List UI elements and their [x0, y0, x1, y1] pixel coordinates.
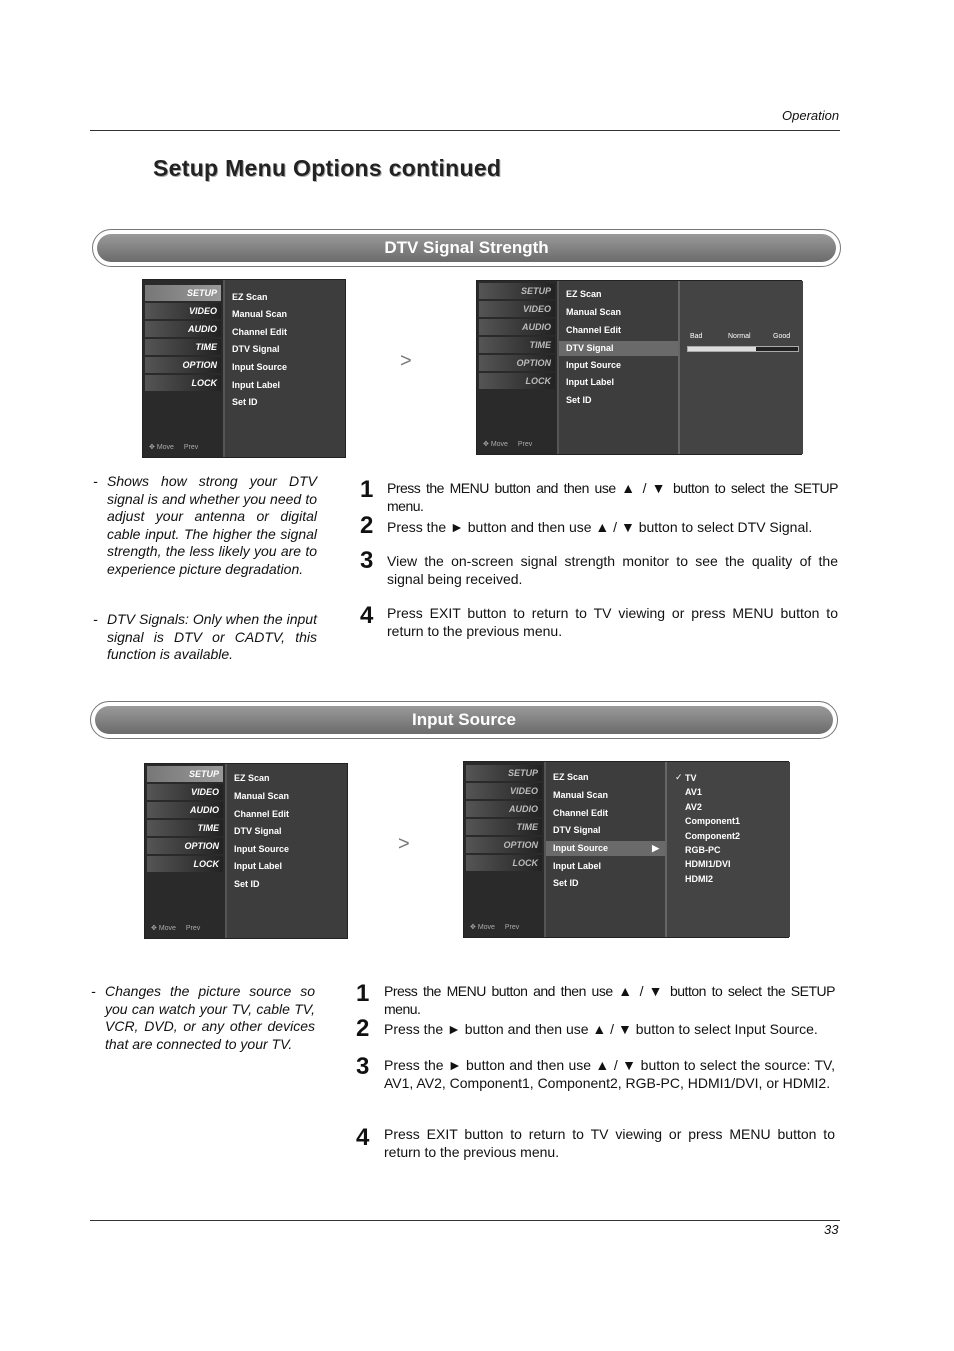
osd-cat-video: VIDEO	[145, 303, 221, 319]
osd-item: Channel Edit	[234, 809, 290, 819]
input-banner-title: Input Source	[95, 706, 833, 734]
osd-item: Manual Scan	[232, 309, 288, 319]
osd-sidebar	[464, 762, 544, 937]
osd-cat-lock: LOCK	[147, 856, 223, 872]
osd-item: DTV Signal	[234, 826, 282, 836]
osd-cat-setup: SETUP	[466, 765, 542, 781]
osd-cat-audio: AUDIO	[147, 802, 223, 818]
osd-cat-time: TIME	[147, 820, 223, 836]
osd-item: Input Label	[232, 380, 280, 390]
osd-item: Input Source	[566, 360, 622, 370]
move-icon: ✥	[149, 444, 157, 451]
signal-label-good: Good	[773, 333, 791, 340]
osd-cat-time: TIME	[145, 339, 221, 355]
move-icon: ✥	[483, 441, 491, 448]
osd-footer: ✥ Move Prev	[149, 444, 199, 451]
source-list	[665, 762, 790, 937]
source-item: Component2	[685, 831, 740, 841]
input-step-num: 3	[356, 1053, 370, 1080]
move-icon: ✥	[470, 924, 478, 931]
dtv-banner-title: DTV Signal Strength	[97, 234, 836, 262]
move-icon: ✥	[151, 925, 159, 932]
osd-menu-dtv-2	[476, 280, 802, 455]
osd-item: DTV Signal	[553, 825, 601, 835]
osd-item: Channel Edit	[553, 808, 609, 818]
osd-menu-input-1	[144, 763, 348, 939]
osd-item: Manual Scan	[566, 307, 622, 317]
input-step-text: Press EXIT button to return to TV viewing or press MENU button to return to the previous menu.	[384, 1126, 835, 1160]
osd-item: Input Source	[234, 844, 290, 854]
page-number: 33	[824, 1222, 839, 1237]
page-title: Setup Menu Options continued	[153, 155, 502, 181]
osd-item: Input Label	[566, 377, 614, 387]
osd-menu-input-2	[463, 761, 789, 938]
header-rule	[90, 130, 840, 131]
input-step-num: 1	[356, 980, 370, 1007]
signal-bar	[687, 346, 799, 352]
osd-footer: ✥ Move Prev	[483, 441, 533, 448]
osd-item: Set ID	[232, 397, 258, 407]
osd-cat-lock: LOCK	[145, 375, 221, 391]
osd-item: EZ Scan	[232, 292, 268, 302]
dtv-step-num: 2	[360, 512, 374, 539]
osd-item: Input Source	[232, 362, 288, 372]
osd-item: DTV Signal	[232, 344, 280, 354]
osd-item: Input Label	[553, 861, 601, 871]
osd-item-selected: Input Source ▶	[546, 841, 665, 856]
osd-item: Manual Scan	[553, 790, 609, 800]
dtv-step-text: Press the MENU button and then use ▲ / ▼ button to select the SETUP menu.	[387, 480, 838, 514]
signal-label-bad: Bad	[690, 333, 703, 340]
dtv-step-text: View the on-screen signal strength monitor to see the quality of the signal being received.	[387, 553, 838, 587]
osd-footer: ✥ Move Prev	[470, 924, 520, 931]
osd-cat-option: OPTION	[479, 355, 555, 371]
footer-rule	[90, 1220, 840, 1221]
source-item: RGB-PC	[685, 845, 721, 855]
input-step-text: Press the ► button and then use ▲ / ▼ button to select Input Source.	[384, 1021, 818, 1037]
osd-cat-time: TIME	[479, 337, 555, 353]
osd-cat-setup: SETUP	[145, 285, 221, 301]
osd-item-selected: DTV Signal	[559, 341, 678, 356]
osd-item: EZ Scan	[553, 772, 589, 782]
osd-item: Set ID	[553, 878, 579, 888]
osd-cat-audio: AUDIO	[479, 319, 555, 335]
input-step-text: Press the ► button and then use ▲ / ▼ button to select the source: TV, AV1, AV2, Component1, Component2, RGB-PC, HDMI1/DVI, or HDMI2.	[384, 1057, 835, 1091]
dtv-banner	[92, 229, 841, 267]
input-step-num: 2	[356, 1015, 370, 1042]
source-item: HDMI1/DVI	[685, 859, 731, 869]
dtv-note-1: - Shows how strong your DTV signal is and whether you need to adjust your antenna or digital cable input. The higher the signal strength, the less likely you are to experience picture degradation.	[93, 473, 317, 577]
osd-item: Set ID	[566, 395, 592, 405]
dtv-step-text: Press the ► button and then use ▲ / ▼ button to select DTV Signal.	[387, 519, 813, 535]
dtv-note-2: - DTV Signals: Only when the input signal is DTV or CADTV, this function is available.	[93, 611, 317, 662]
osd-item: Manual Scan	[234, 791, 290, 801]
osd-cat-audio: AUDIO	[145, 321, 221, 337]
osd-item: Input Label	[234, 861, 282, 871]
osd-cat-audio: AUDIO	[466, 801, 542, 817]
next-arrow-icon: >	[398, 833, 410, 855]
signal-label-normal: Normal	[728, 333, 751, 340]
osd-cat-video: VIDEO	[466, 783, 542, 799]
input-banner	[90, 701, 838, 739]
check-icon: ✓	[675, 772, 683, 782]
source-item: Component1	[685, 816, 740, 826]
osd-cat-video: VIDEO	[479, 301, 555, 317]
source-item: AV1	[685, 787, 702, 797]
osd-cat-option: OPTION	[147, 838, 223, 854]
osd-cat-lock: LOCK	[479, 373, 555, 389]
signal-panel	[678, 281, 803, 454]
source-item: HDMI2	[685, 874, 714, 884]
osd-menu-dtv-1	[142, 279, 346, 458]
osd-sidebar	[477, 281, 557, 454]
osd-cat-lock: LOCK	[466, 855, 542, 871]
osd-sidebar	[143, 280, 223, 457]
osd-item: EZ Scan	[234, 773, 270, 783]
osd-item: Set ID	[234, 879, 260, 889]
osd-cat-option: OPTION	[466, 837, 542, 853]
input-note-1: - Changes the picture source so you can watch your TV, cable TV, VCR, DVD, or any other devices that are connected to your TV.	[91, 983, 315, 1052]
next-arrow-icon: >	[400, 350, 412, 372]
dtv-step-text: Press EXIT button to return to TV viewing or press MENU button to return to the previous menu.	[387, 605, 838, 639]
source-item: AV2	[685, 802, 702, 812]
section-label: Operation	[782, 108, 840, 123]
osd-item: Channel Edit	[566, 325, 622, 335]
input-step-text: Press the MENU button and then use ▲ / ▼ button to select the SETUP menu.	[384, 983, 835, 1017]
osd-item: Channel Edit	[232, 327, 288, 337]
osd-cat-setup: SETUP	[147, 766, 223, 782]
dtv-step-num: 3	[360, 547, 374, 574]
osd-sidebar	[145, 764, 225, 938]
source-item: TV	[685, 773, 697, 783]
osd-item: EZ Scan	[566, 289, 602, 299]
dtv-step-num: 4	[360, 602, 374, 629]
osd-cat-option: OPTION	[145, 357, 221, 373]
dtv-step-num: 1	[360, 476, 374, 503]
osd-footer: ✥ Move Prev	[151, 925, 201, 932]
osd-cat-setup: SETUP	[479, 283, 555, 299]
input-step-num: 4	[356, 1124, 370, 1151]
signal-bar-fill	[688, 347, 756, 351]
chevron-right-icon: ▶	[652, 843, 659, 853]
osd-cat-time: TIME	[466, 819, 542, 835]
osd-cat-video: VIDEO	[147, 784, 223, 800]
